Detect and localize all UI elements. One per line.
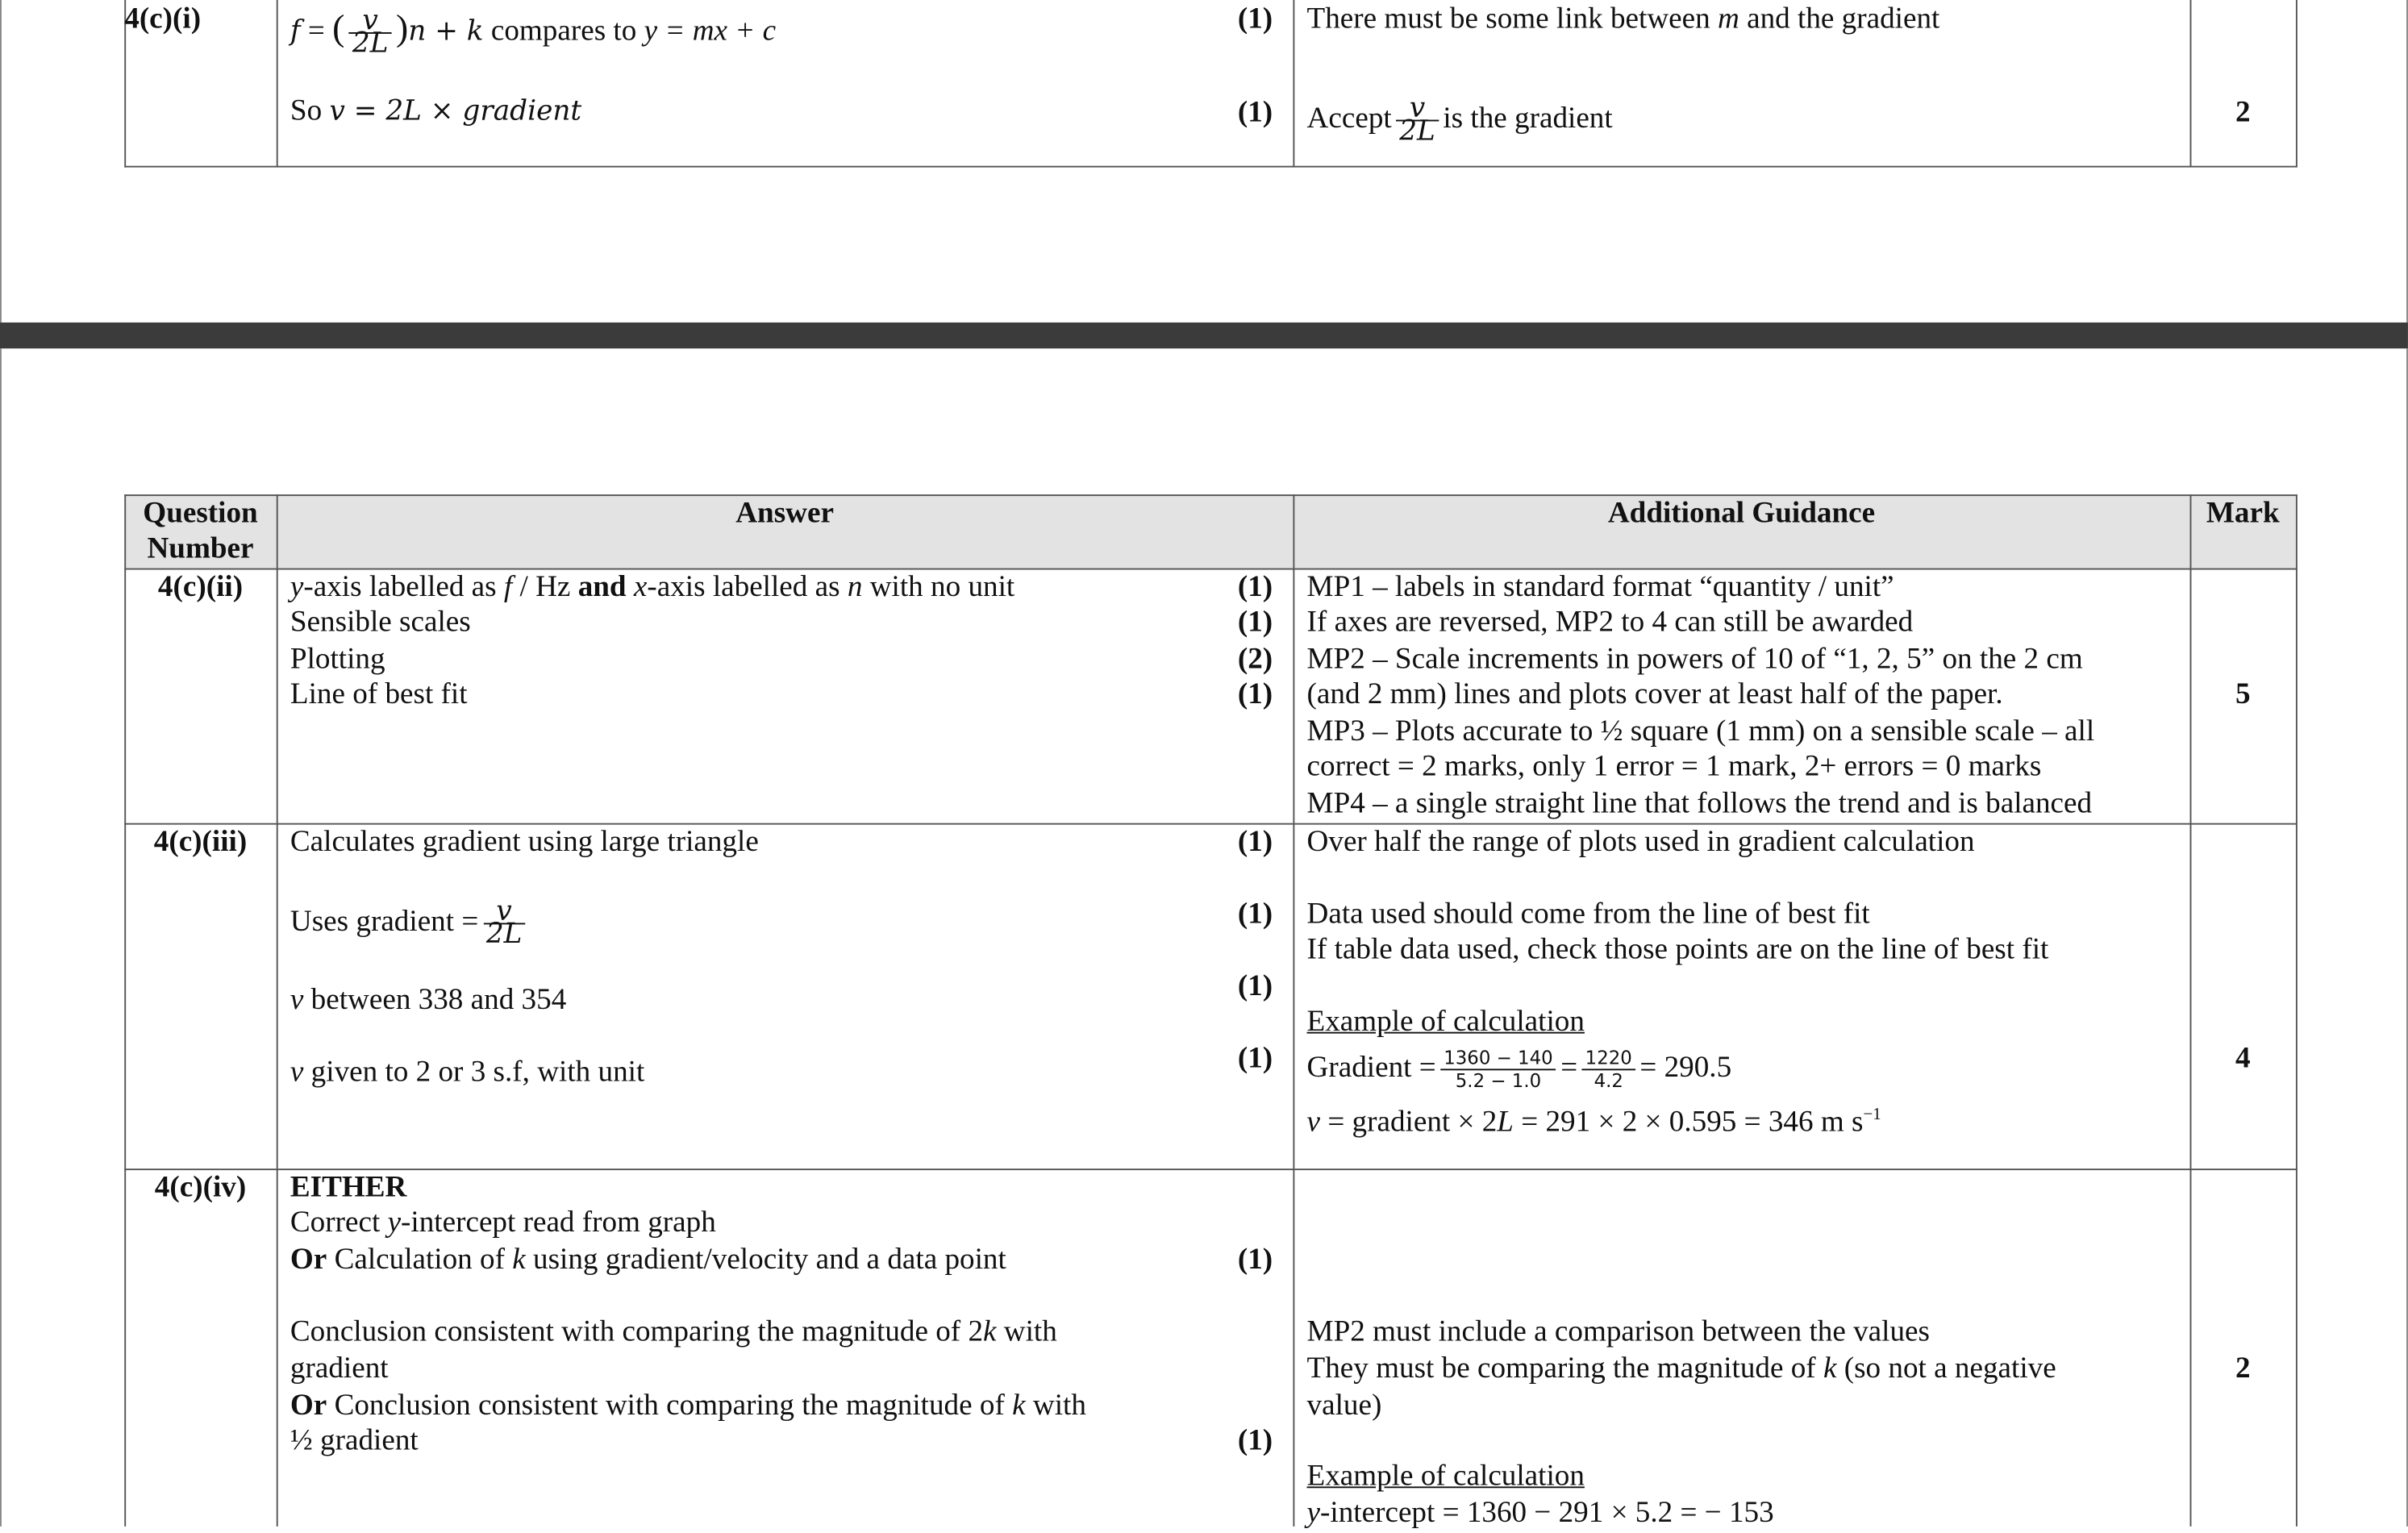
- total-mark: 4: [2235, 1043, 2251, 1076]
- guidance-line: They must be comparing the magnitude of k (so not a negative: [1306, 1352, 2056, 1385]
- mark: (2): [1237, 643, 1273, 676]
- total-mark: 5: [2235, 678, 2251, 711]
- guidance-line: If axes are reversed, MP2 to 4 can still be awarded: [1306, 606, 1914, 639]
- header-mark: Mark: [2206, 497, 2280, 530]
- mark: (1): [1237, 1043, 1273, 1076]
- guidance-line: value): [1306, 1389, 1382, 1423]
- guidance-line: MP4 – a single straight line that follows the trend and is balanced: [1306, 787, 2093, 820]
- answer-line: Correct y-intercept read from graph: [290, 1206, 716, 1239]
- mark: (1): [1237, 2, 1273, 35]
- total-mark: 2: [2235, 1352, 2251, 1385]
- answer-line: f = ( $\frac{v}{2L}$ )n + k compares to y = mx + c: [290, 4, 777, 60]
- mark: (1): [1237, 606, 1273, 639]
- guidance-line: MP3 – Plots accurate to ½ square (1 mm) on a sensible scale – all: [1306, 715, 2095, 748]
- mark: (1): [1237, 1425, 1273, 1458]
- answer-line: gradient: [290, 1352, 389, 1385]
- guidance-line: If table data used, check those points are on the line of best fit: [1306, 933, 2049, 966]
- header-question: Question: [143, 497, 258, 530]
- guidance-line: (and 2 mm) lines and plots cover at least half of the paper.: [1306, 678, 2003, 711]
- answer-line: Uses gradient = $\frac{v}{2L}$: [290, 902, 530, 946]
- answer-line: y-axis labelled as f / Hz and x-axis labelled as n with no unit: [290, 571, 1015, 604]
- guidance-line: Data used should come from the line of best fit: [1306, 898, 1870, 931]
- answer-line: Sensible scales: [290, 606, 471, 639]
- guidance-line: Gradient = $\frac{1360 - 140}{5.2 - 1.0}$ = $\frac{1220}{4.2}$ = 290.5: [1306, 1047, 1732, 1092]
- guidance-heading: Example of calculation: [1306, 1460, 1585, 1493]
- answer-line: Conclusion consistent with comparing the magnitude of 2k with: [290, 1315, 1057, 1348]
- page-gap: [0, 323, 2408, 348]
- answer-line: Or Conclusion consistent with comparing the magnitude of k with: [290, 1389, 1086, 1423]
- guidance-line: There must be some link between m and the gradient: [1306, 2, 1940, 35]
- guidance-line: v = gradient × 2L = 291 × 2 × 0.595 = 346 m $s^{-1}$: [1306, 1106, 1881, 1139]
- answer-line: EITHER: [290, 1171, 407, 1204]
- question-number: 4(c)(i): [124, 2, 202, 35]
- guidance-line: correct = 2 marks, only 1 error = 1 mark, 2+ errors = 0 marks: [1306, 751, 2042, 784]
- answer-line: Or Calculation of k using gradient/velocity and a data point: [290, 1243, 1006, 1277]
- guidance-line: Accept $\frac{v}{2L}$ is the gradient: [1306, 92, 1613, 148]
- total-mark: 2: [2235, 96, 2251, 129]
- mark: (1): [1237, 898, 1273, 931]
- header-question: Number: [147, 532, 254, 565]
- mark: (1): [1237, 1243, 1273, 1277]
- answer-line: v between 338 and 354: [290, 984, 567, 1017]
- question-number: 4(c)(iv): [154, 1171, 247, 1204]
- guidance-line: MP1 – labels in standard format “quantity / unit”: [1306, 571, 1894, 604]
- guidance-line: MP2 must include a comparison between the values: [1306, 1315, 1930, 1348]
- answer-line: Plotting: [290, 643, 385, 676]
- mark: (1): [1237, 826, 1273, 859]
- answer-line: Calculates gradient using large triangle: [290, 826, 759, 859]
- question-number: 4(c)(ii): [157, 571, 244, 604]
- guidance-line: y-intercept = 1360 − 291 × 5.2 = − 153: [1306, 1497, 1774, 1530]
- answer-line: So v = 2L × gradient: [290, 95, 582, 128]
- question-number: 4(c)(iii): [153, 826, 248, 859]
- answer-line: Line of best fit: [290, 678, 468, 711]
- guidance-line: Over half the range of plots used in gradient calculation: [1306, 826, 1975, 859]
- guidance-heading: Example of calculation: [1306, 1006, 1585, 1039]
- mark: (1): [1237, 970, 1273, 1003]
- answer-line: v given to 2 or 3 s.f, with unit: [290, 1056, 645, 1089]
- header-guidance: Additional Guidance: [1607, 497, 1876, 530]
- guidance-line: MP2 – Scale increments in powers of 10 of “1, 2, 5” on the 2 cm: [1306, 643, 2083, 676]
- header-answer: Answer: [735, 497, 834, 530]
- mark: (1): [1237, 96, 1273, 129]
- mark: (1): [1237, 571, 1273, 604]
- mark: (1): [1237, 678, 1273, 711]
- answer-line: ½ gradient: [290, 1425, 419, 1458]
